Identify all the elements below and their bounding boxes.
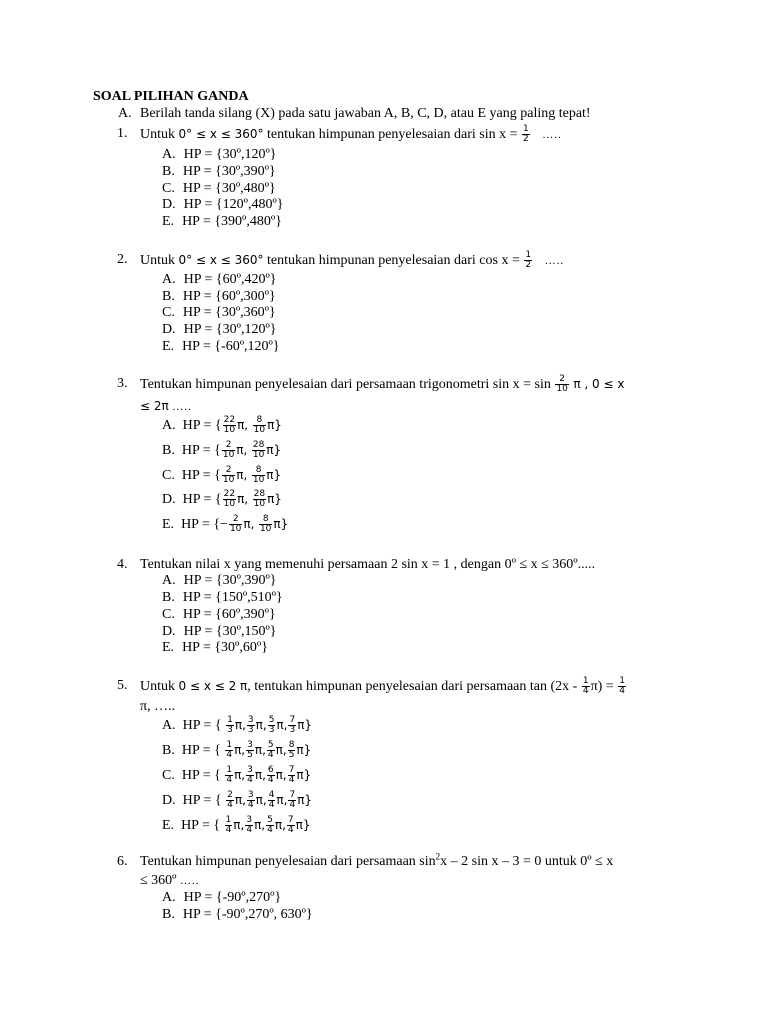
option-e: E. HP = {− $\frac{2}{10}$ π, $\frac{8}{10}$ π}	[162, 514, 289, 535]
fraction: $\frac{1}{2}$	[525, 250, 532, 271]
option-text: HP = {60º,300º}	[182, 289, 276, 304]
option-text: HP = {30º,120º}	[183, 322, 277, 337]
option-letter: A.	[162, 890, 176, 905]
option-e: E. HP = { $\frac{1}{4}$ π, $\frac{3}{4}$ π, $\frac{5}{4}$ π, $\frac{7}{4}$ π}	[162, 815, 311, 836]
option-c: C. HP = { $\frac{1}{4}$ π, $\frac{3}{4}$ π, $\frac{6}{4}$ π, $\frac{7}{4}$ π}	[162, 765, 312, 786]
option-text: HP = {30º,60º}	[182, 640, 268, 655]
section-a-letter: A.	[118, 106, 132, 121]
question-number: 5.	[117, 678, 128, 693]
option-text: HP = {30º,120º}	[183, 147, 277, 162]
option-letter: D.	[162, 197, 176, 212]
option-letter: C.	[162, 181, 175, 196]
question-number: 1.	[117, 126, 128, 141]
fraction: $\frac{1}{2}$	[523, 124, 529, 145]
option-letter: A.	[162, 272, 176, 287]
option-text: HP = {120º,480º}	[183, 197, 284, 212]
option-letter: E.	[162, 339, 175, 354]
question-6-continuation: ≤ 360º …..	[140, 873, 200, 888]
question-5-continuation: π, …..	[140, 699, 176, 714]
fraction: $\frac{1}{4}$	[619, 676, 625, 697]
option-letter: D.	[162, 624, 176, 639]
question-1-text: Untuk 0° ≤ x ≤ 360° tentukan himpunan penyelesaian dari sin x = $\frac{1}{2}$ …..	[140, 124, 562, 145]
page-title: SOAL PILIHAN GANDA	[93, 89, 249, 104]
option-text: HP = {60º,420º}	[183, 272, 277, 287]
question-5-text: Untuk 0 ≤ x ≤ 2 π, tentukan himpunan penyelesaian dari persamaan tan (2x - $\frac{1}{4}$ π) = $\frac{1}{4}$	[140, 676, 625, 697]
option-letter: C.	[162, 305, 175, 320]
option-c: C. HP = { $\frac{2}{10}$ π, $\frac{8}{10}$ π}	[162, 465, 282, 486]
option-text: HP = {-90º,270º, 630º}	[182, 907, 313, 922]
option-letter: B.	[162, 164, 175, 179]
question-3-continuation: ≤ 2π …..	[140, 399, 192, 413]
option-text: HP = {150º,510º}	[182, 590, 283, 605]
fraction: $\frac{2}{10}$	[556, 374, 568, 395]
option-letter: C.	[162, 607, 175, 622]
option-text: HP = {30º,150º}	[183, 624, 277, 639]
option-b: B. HP = { $\frac{2}{10}$ π, $\frac{28}{10}$ π}	[162, 440, 282, 461]
question-6-text: Tentukan himpunan penyelesaian dari persamaan $\sin^2x - 2$ sin x – 3 = 0 untuk 0º ≤ x	[140, 851, 614, 869]
option-text: HP = {30º,390º}	[183, 573, 277, 588]
option-text: HP = {30º,360º}	[182, 305, 276, 320]
section-a-instruction: Berilah tanda silang (X) pada satu jawaban A, B, C, D, atau E yang paling tepat!	[140, 106, 591, 121]
option-letter: A.	[162, 573, 176, 588]
option-text: HP = {30º,480º}	[182, 181, 276, 196]
question-number: 4.	[117, 557, 128, 572]
option-text: HP = {60º,390º}	[182, 607, 276, 622]
question-4-text: Tentukan nilai x yang memenuhi persamaan 2 sin x = 1 , dengan 0º ≤ x ≤ 360º.....	[140, 557, 596, 572]
question-number: 2.	[117, 252, 128, 267]
option-letter: B.	[162, 590, 175, 605]
option-a: A. HP = { $\frac{1}{3}$ π, $\frac{3}{3}$ π, $\frac{5}{3}$ π, $\frac{7}{3}$ π}	[162, 715, 313, 736]
option-letter: E.	[162, 640, 175, 655]
option-b: B. HP = { $\frac{1}{4}$ π, $\frac{3}{5}$ π, $\frac{5}{4}$ π, $\frac{8}{5}$ π}	[162, 740, 312, 761]
option-d: D. HP = { $\frac{2}{4}$ π, $\frac{3}{4}$ π, $\frac{4}{4}$ π, $\frac{7}{4}$ π}	[162, 790, 313, 811]
fraction: $\frac{1}{4}$	[582, 676, 589, 697]
option-letter: E.	[162, 214, 175, 229]
option-text: HP = {-60º,120º}	[182, 339, 280, 354]
question-number: 6.	[117, 854, 128, 869]
option-a: A. HP = { $\frac{22}{10}$ π, $\frac{8}{10}$ π}	[162, 415, 282, 436]
option-d: D. HP = { $\frac{22}{10}$ π, $\frac{28}{10}$ π}	[162, 489, 282, 510]
option-letter: A.	[162, 147, 176, 162]
option-text: HP = {30º,390º}	[182, 164, 276, 179]
question-number: 3.	[117, 376, 128, 391]
question-3-text: Tentukan himpunan penyelesaian dari persamaan trigonometri sin x = sin $\frac{2}{10}$ π , 0 ≤ x	[140, 374, 625, 395]
option-text: HP = {-90º,270º}	[183, 890, 282, 905]
option-letter: B.	[162, 289, 175, 304]
option-text: HP = {390º,480º}	[182, 214, 282, 229]
question-2-text: Untuk 0° ≤ x ≤ 360° tentukan himpunan penyelesaian dari cos x = $\frac{1}{2}$ …..	[140, 250, 565, 271]
option-letter: D.	[162, 322, 176, 337]
option-letter: B.	[162, 907, 175, 922]
